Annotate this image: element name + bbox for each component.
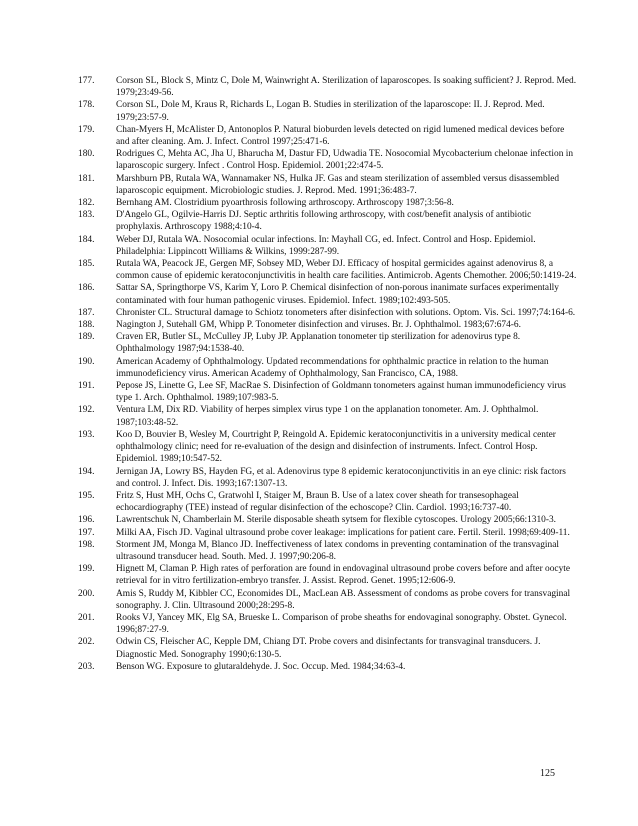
reference-text: Milki AA, Fisch JD. Vaginal ultrasound probe cover leakage: implications for patient care. Fertil. Steril. 1998;69:409-11. xyxy=(116,527,570,538)
reference-item xyxy=(78,466,578,490)
reference-text: Koo D, Bouvier B, Wesley M, Courtright P, Reingold A. Epidemic keratoconjunctivitis in a university medical center ophthalmology clinic; need for re-evaluation of the design and disinfection of instruments. Infect. Control Hosp. Epidemiol. 1989;10:547-52. xyxy=(116,429,556,465)
reference-text: Ventura LM, Dix RD. Viability of herpes simplex virus type 1 on the applanation tonometer. Am. J. Ophthalmol. 1987;103:48-52. xyxy=(116,405,539,428)
reference-item xyxy=(78,612,578,636)
reference-number: 181. xyxy=(78,173,95,184)
reference-item xyxy=(78,197,578,209)
reference-number: 183. xyxy=(78,210,95,221)
reference-number: 189. xyxy=(78,332,95,343)
reference-list xyxy=(78,75,578,673)
reference-text: Pepose JS, Linette G, Lee SF, MacRae S. Disinfection of Goldmann tonometers against human immunodeficiency virus type 1. Arch. Ophthalmol. 1989;107:983-5. xyxy=(116,381,566,404)
reference-item xyxy=(78,307,578,319)
reference-number: 198. xyxy=(78,539,95,550)
reference-text: American Academy of Ophthalmology. Updated recommendations for ophthalmic practice in relation to the human immunodeficiency virus. American Academy of Ophthalmology, San Francisco, CA, 1988. xyxy=(116,356,549,379)
reference-number: 193. xyxy=(78,429,95,440)
reference-number: 178. xyxy=(78,100,95,111)
reference-item xyxy=(78,124,578,148)
reference-number: 188. xyxy=(78,320,95,331)
reference-text: Lawrentschuk N, Chamberlain M. Sterile disposable sheath sytsem for flexible cytoscopes. Urology 2005;66:1310-3. xyxy=(116,515,557,526)
reference-item xyxy=(78,514,578,526)
reference-item xyxy=(78,173,578,197)
reference-item xyxy=(78,331,578,355)
reference-text: Sattar SA, Springthorpe VS, Karim Y, Loro P. Chemical disinfection of non-porous inanimate surfaces experimentally contaminated with four human pathogenic viruses. Epidemiol. Infect. 1989;102:493-505. xyxy=(116,283,559,306)
reference-number: 179. xyxy=(78,124,95,135)
reference-text: Fritz S, Hust MH, Ochs C, Gratwohl I, Staiger M, Braun B. Use of a latex cover sheath for transesophageal echocardiography (TEE) instead of regular disinfection of the echoscope? Clin. Cardiol. 1993;16:737-40. xyxy=(116,490,519,514)
reference-number: 199. xyxy=(78,564,95,575)
reference-item xyxy=(78,404,578,428)
reference-text: Rooks VJ, Yancey MK, Elg SA, Brueske L. Comparison of probe sheaths for endovaginal sonography. Obstet. Gynecol. 1996;87:27-9. xyxy=(116,612,567,636)
reference-item xyxy=(78,99,578,123)
reference-item xyxy=(78,636,578,660)
reference-text: Corson SL, Dole M, Kraus R, Richards L, Logan B. Studies in sterilization of the laparoscope: II. J. Reprod. Med. 1979;23:57-9. xyxy=(116,100,545,123)
reference-text: Storment JM, Monga M, Blanco JD. Ineffectiveness of latex condoms in preventing contamination of the transvaginal ultrasound transducer head. South. Med. J. 1997;90:206-8. xyxy=(116,539,559,562)
reference-text: Jernigan JA, Lowry BS, Hayden FG, et al. Adenovirus type 8 epidemic keratoconjunctivitis in an eye clinic: risk factors and control. J. Infect. Dis. 1993;167:1307-13. xyxy=(116,466,566,489)
reference-text: Hignett M, Claman P. High rates of perforation are found in endovaginal ultrasound probe covers before and after oocyte retrieval for in vitro fertilization-embryo transfer. J. Assist. Reprod. Genet. 1995;12:606-9. xyxy=(116,564,571,587)
reference-item xyxy=(78,356,578,380)
reference-number: 202. xyxy=(78,637,95,648)
reference-text: Rutala WA, Peacock JE, Gergen MF, Sobsey MD, Weber DJ. Efficacy of hospital germicides against adenovirus 8, a common cause of epidemic keratoconjunctivitis in health care facilities. Antimicrob. Agents Chemother. 2006;50:1419-24. xyxy=(116,259,577,282)
reference-item xyxy=(78,429,578,466)
reference-number: 180. xyxy=(78,149,95,160)
reference-number: 194. xyxy=(78,466,95,477)
reference-text: Benson WG. Exposure to glutaraldehyde. J. Soc. Occup. Med. 1984;34:63-4. xyxy=(116,661,406,672)
reference-item xyxy=(78,148,578,172)
reference-item xyxy=(78,539,578,563)
reference-item xyxy=(78,588,578,612)
reference-text: Marshburn PB, Rutala WA, Wannamaker NS, Hulka JF. Gas and steam sterilization of assembled versus disassembled laparoscopic equipment. Microbiologic studies. J. Reprod. Med. 1991;36:483-7. xyxy=(116,173,560,196)
reference-text: Weber DJ, Rutala WA. Nosocomial ocular infections. In: Mayhall CG, ed. Infect. Control and Hosp. Epidemiol. Philadelphia: Lippincott Williams & Wilkins, 1999:287-99. xyxy=(116,234,536,257)
reference-number: 203. xyxy=(78,661,95,672)
reference-number: 191. xyxy=(78,381,95,392)
reference-text: D'Angelo GL, Ogilvie-Harris DJ. Septic arthritis following arthroscopy, with cost/benefit analysis of antibiotic prophylaxis. Arthroscopy 1988;4:10-4. xyxy=(116,210,532,233)
reference-number: 192. xyxy=(78,405,95,416)
reference-item xyxy=(78,563,578,587)
reference-number: 190. xyxy=(78,356,95,367)
reference-number: 201. xyxy=(78,612,95,623)
reference-item xyxy=(78,319,578,331)
reference-item xyxy=(78,282,578,306)
reference-text: Amis S, Ruddy M, Kibbler CC, Economides DL, MacLean AB. Assessment of condoms as probe covers for transvaginal sonography. J. Clin. Ultrasound 2000;28:295-8. xyxy=(116,588,571,611)
reference-item xyxy=(78,75,578,99)
reference-number: 186. xyxy=(78,283,95,294)
reference-number: 177. xyxy=(78,76,95,86)
reference-item xyxy=(78,490,578,514)
reference-number: 200. xyxy=(78,588,95,599)
reference-number: 197. xyxy=(78,527,95,538)
reference-text: Corson SL, Block S, Mintz C, Dole M, Wainwright A. Sterilization of laparoscopes. Is soaking sufficient? J. Reprod. Med. 1979;23:49-56. xyxy=(116,76,577,99)
reference-item xyxy=(78,527,578,539)
reference-number: 182. xyxy=(78,198,95,209)
reference-item xyxy=(78,661,578,673)
reference-item xyxy=(78,234,578,258)
reference-text: Chan-Myers H, McAlister D, Antonoplos P. Natural bioburden levels detected on rigid lumened medical devices before and after cleaning. Am. J. Infect. Control 1997;25:471-6. xyxy=(116,124,565,148)
reference-item xyxy=(78,380,578,404)
reference-text: Craven ER, Butler SL, McCulley JP, Luby JP. Applanation tonometer tip sterilization for adenovirus type 8. Ophthalmology 1987;94:1538-40. xyxy=(116,332,521,355)
reference-number: 195. xyxy=(78,490,95,501)
page-number: 125 xyxy=(540,768,555,779)
reference-text: Bernhang AM. Clostridium pyoarthrosis following arthroscopy. Arthroscopy 1987;3:56-8. xyxy=(116,198,454,209)
reference-number: 187. xyxy=(78,307,95,318)
reference-text: Odwin CS, Fleischer AC, Kepple DM, Chiang DT. Probe covers and disinfectants for transvaginal transducers. J. Diagnostic Med. Sonography 1990;6:130-5. xyxy=(116,637,541,660)
reference-text: Chronister CL. Structural damage to Schiotz tonometers after disinfection with solutions. Optom. Vis. Sci. 1997;74:164-6. xyxy=(116,307,576,318)
reference-item xyxy=(78,258,578,282)
reference-number: 185. xyxy=(78,259,95,270)
reference-number: 196. xyxy=(78,515,95,526)
reference-item xyxy=(78,209,578,233)
reference-number: 184. xyxy=(78,234,95,245)
reference-text: Rodrigues C, Mehta AC, Jha U, Bharucha M, Dastur FD, Udwadia TE. Nosocomial Mycobacterium chelonae infection in laparoscopic surgery. Infect . Control Hosp. Epidemiol. 2001;22:474-5. xyxy=(116,149,574,172)
reference-text: Nagington J, Sutehall GM, Whipp P. Tonometer disinfection and viruses. Br. J. Ophthalmol. 1983;67:674-6. xyxy=(116,320,521,331)
